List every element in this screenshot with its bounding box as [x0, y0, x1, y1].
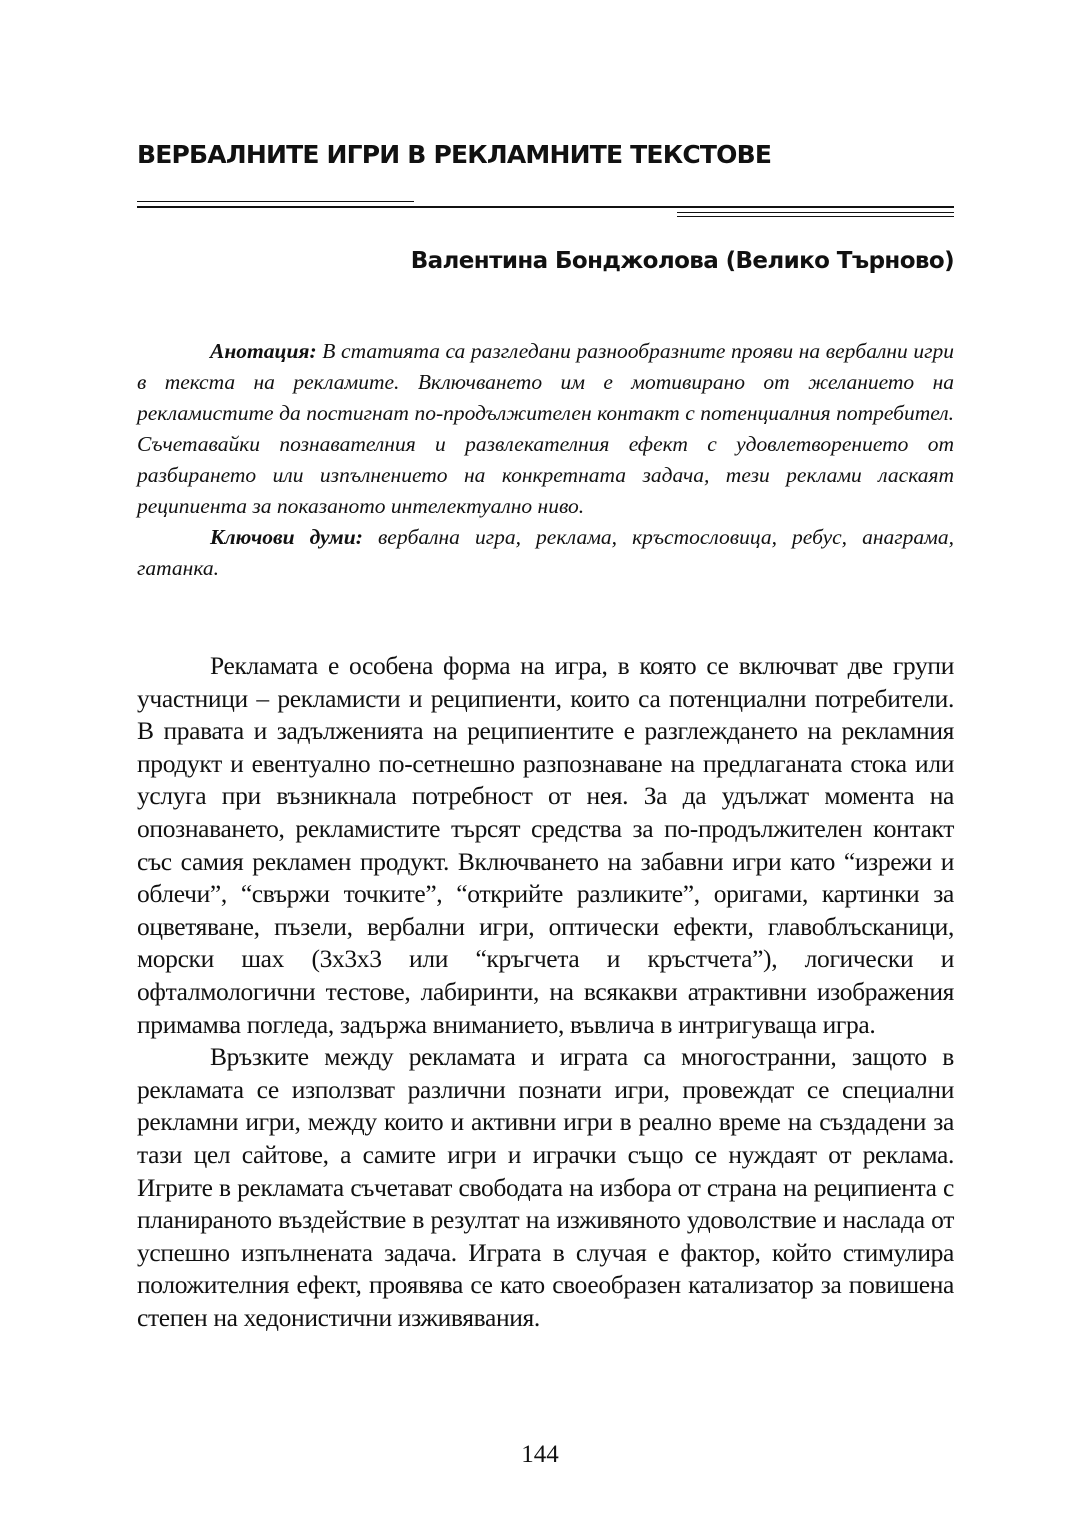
title-rule-main [137, 206, 954, 208]
keywords-text: вербална игра, реклама, кръстословица, ребус, анаграма, гатанка. [137, 525, 954, 580]
title-rule-short-upper [137, 201, 414, 202]
abstract-label: Анотация: [210, 339, 317, 363]
abstract-block [137, 336, 954, 584]
article-title: ВЕРБАЛНИТЕ ИГРИ В РЕКЛАМНИТЕ ТЕКСТОВЕ [137, 140, 772, 169]
keywords-paragraph [137, 522, 954, 584]
article-author: Валентина Бонджолова (Велико Търново) [410, 248, 954, 274]
article-body [137, 650, 954, 1334]
title-rule-short-lower-1 [677, 212, 954, 213]
body-paragraph-1: Рекламата е особена форма на игра, в която се включват две групи участници – рекламисти и реципиенти, които са потенциални потребители. В правата и задълженията на реципиентите е разглеждането на рекламния продукт и евентуално по-сетнешно разпознаване на предлаганата стока или услуга при възникнала потребност от нея. За да удължат момента на опознаването, рекламистите търсят средства за по-продължителен контакт със самия рекламен продукт. Включването на забавни игри като “изрежи и облечи”, “свържи точките”, “открийте разликите”, оригами, картинки за оцветяване, пъзели, вербални игри, оптически ефекти, главоблъсканици, морски шах (3х3х3 или “кръгчета и кръстчета”), логически и офталмологични тестове, лабиринти, на всякакви атрактивни изображения примамва погледа, задържа вниманието, въвлича в интригуваща игра. [137, 651, 954, 1039]
keywords-label: Ключови думи: [210, 525, 363, 549]
abstract-paragraph [137, 336, 954, 522]
abstract-text: В статията са разгледани разнообразните прояви на вербални игри в текста на рекламите. Включването им е мотивирано от желанието на рекламистите да постигнат по-продължителен контакт с потенциалния потребител. Съчетавайки познавателния и развлекателния ефект с удовлетворението от разбирането или изпълнението на конкретната задача, тези реклами ласкаят реципиента за показаното интелектуално ниво. [137, 339, 954, 518]
title-rule-short-lower-2 [677, 216, 954, 217]
page-number: 144 [521, 1441, 559, 1468]
body-paragraph-2: Връзките между рекламата и играта са многостранни, защото в рекламата се използват различни познати игри, провеждат се специални рекламни игри, между които и активни игри в реално време на създадени за тази цел сайтове, а самите игри и играчки също се нуждаят от реклама. Игрите в рекламата съчетават свободата на избора от страна на реципиента с планираното въздействие в резултат на изживяното удоволствие и наслада от успешно изпълнената задача. Играта в случая е фактор, който стимулира положителния ефект, проявява се като своеобразен катализатор за повишена степен на хедонистични изживявания. [137, 1042, 954, 1332]
